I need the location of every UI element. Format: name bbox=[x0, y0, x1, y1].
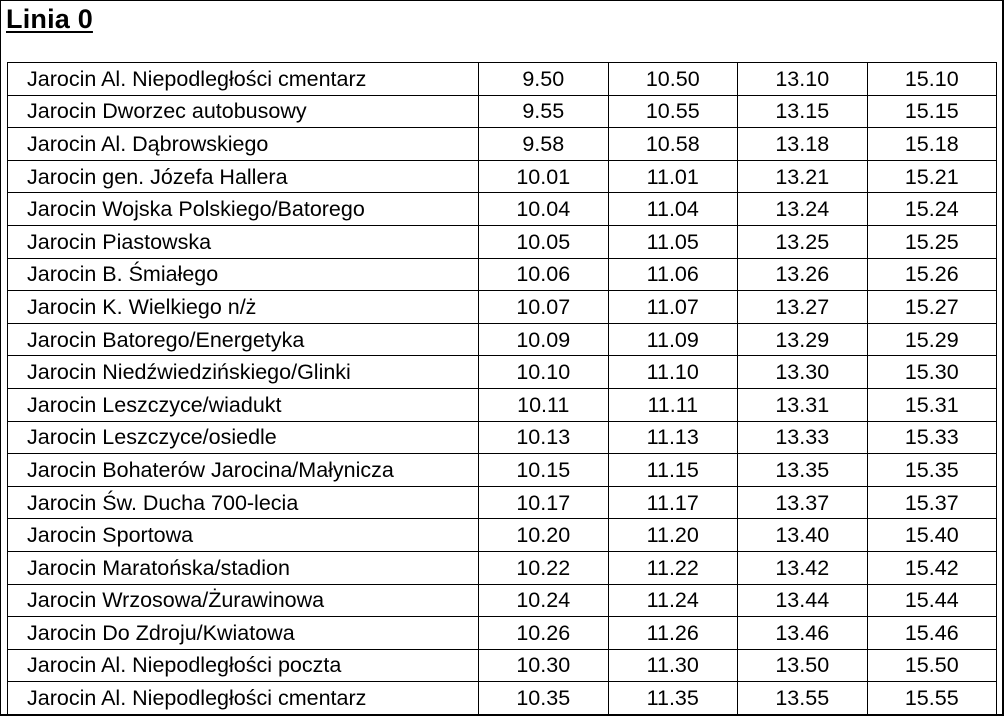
departure-time-cell: 13.27 bbox=[738, 291, 868, 324]
departure-time-cell: 11.05 bbox=[608, 225, 738, 258]
departure-time-cell: 15.31 bbox=[867, 388, 997, 421]
departure-time-cell: 10.50 bbox=[608, 63, 738, 96]
departure-time-cell: 13.44 bbox=[738, 584, 868, 617]
departure-time-cell: 15.21 bbox=[867, 160, 997, 193]
departure-time-cell: 10.06 bbox=[479, 258, 609, 291]
table-row bbox=[8, 291, 997, 324]
table-row bbox=[8, 421, 997, 454]
stop-name-cell: Jarocin Piastowska bbox=[8, 225, 479, 258]
stop-name-cell: Jarocin B. Śmiałego bbox=[8, 258, 479, 291]
departure-time-cell: 15.40 bbox=[867, 519, 997, 552]
departure-time-cell: 13.55 bbox=[738, 682, 868, 715]
departure-time-cell: 10.07 bbox=[479, 291, 609, 324]
departure-time-cell: 15.42 bbox=[867, 551, 997, 584]
departure-time-cell: 15.30 bbox=[867, 356, 997, 389]
table-row bbox=[8, 649, 997, 682]
table-row bbox=[8, 682, 997, 715]
departure-time-cell: 10.01 bbox=[479, 160, 609, 193]
departure-time-cell: 15.29 bbox=[867, 323, 997, 356]
stop-name-cell: Jarocin Bohaterów Jarocina/Małynicza bbox=[8, 454, 479, 487]
departure-time-cell: 13.42 bbox=[738, 551, 868, 584]
departure-time-cell: 10.09 bbox=[479, 323, 609, 356]
departure-time-cell: 11.13 bbox=[608, 421, 738, 454]
departure-time-cell: 15.18 bbox=[867, 128, 997, 161]
departure-time-cell: 13.21 bbox=[738, 160, 868, 193]
table-row bbox=[8, 128, 997, 161]
stop-name-cell: Jarocin Al. Dąbrowskiego bbox=[8, 128, 479, 161]
departure-time-cell: 13.50 bbox=[738, 649, 868, 682]
stop-name-cell: Jarocin Leszczyce/osiedle bbox=[8, 421, 479, 454]
departure-time-cell: 15.44 bbox=[867, 584, 997, 617]
departure-time-cell: 13.30 bbox=[738, 356, 868, 389]
departure-time-cell: 13.18 bbox=[738, 128, 868, 161]
departure-time-cell: 15.46 bbox=[867, 617, 997, 650]
departure-time-cell: 10.26 bbox=[479, 617, 609, 650]
table-row bbox=[8, 193, 997, 226]
departure-time-cell: 15.33 bbox=[867, 421, 997, 454]
timetable-body bbox=[8, 63, 997, 715]
departure-time-cell: 11.35 bbox=[608, 682, 738, 715]
departure-time-cell: 15.50 bbox=[867, 649, 997, 682]
table-row bbox=[8, 551, 997, 584]
table-row bbox=[8, 63, 997, 96]
stop-name-cell: Jarocin Św. Ducha 700-lecia bbox=[8, 486, 479, 519]
departure-time-cell: 10.13 bbox=[479, 421, 609, 454]
departure-time-cell: 13.15 bbox=[738, 95, 868, 128]
departure-time-cell: 10.30 bbox=[479, 649, 609, 682]
departure-time-cell: 11.30 bbox=[608, 649, 738, 682]
departure-time-cell: 10.55 bbox=[608, 95, 738, 128]
stop-name-cell: Jarocin Niedźwiedzińskiego/Glinki bbox=[8, 356, 479, 389]
departure-time-cell: 10.24 bbox=[479, 584, 609, 617]
table-row bbox=[8, 356, 997, 389]
departure-time-cell: 9.55 bbox=[479, 95, 609, 128]
departure-time-cell: 15.37 bbox=[867, 486, 997, 519]
table-row bbox=[8, 388, 997, 421]
table-row bbox=[8, 258, 997, 291]
table-row bbox=[8, 95, 997, 128]
table-row bbox=[8, 519, 997, 552]
table-row bbox=[8, 486, 997, 519]
departure-time-cell: 15.35 bbox=[867, 454, 997, 487]
departure-time-cell: 11.04 bbox=[608, 193, 738, 226]
stop-name-cell: Jarocin Al. Niepodległości cmentarz bbox=[8, 682, 479, 715]
stop-name-cell: Jarocin K. Wielkiego n/ż bbox=[8, 291, 479, 324]
departure-time-cell: 13.37 bbox=[738, 486, 868, 519]
departure-time-cell: 10.58 bbox=[608, 128, 738, 161]
departure-time-cell: 9.50 bbox=[479, 63, 609, 96]
departure-time-cell: 15.55 bbox=[867, 682, 997, 715]
departure-time-cell: 13.29 bbox=[738, 323, 868, 356]
stop-name-cell: Jarocin Batorego/Energetyka bbox=[8, 323, 479, 356]
table-row bbox=[8, 225, 997, 258]
departure-time-cell: 15.10 bbox=[867, 63, 997, 96]
departure-time-cell: 15.15 bbox=[867, 95, 997, 128]
departure-time-cell: 11.09 bbox=[608, 323, 738, 356]
departure-time-cell: 15.24 bbox=[867, 193, 997, 226]
departure-time-cell: 13.10 bbox=[738, 63, 868, 96]
stop-name-cell: Jarocin gen. Józefa Hallera bbox=[8, 160, 479, 193]
stop-name-cell: Jarocin Maratońska/stadion bbox=[8, 551, 479, 584]
departure-time-cell: 13.33 bbox=[738, 421, 868, 454]
departure-time-cell: 13.46 bbox=[738, 617, 868, 650]
departure-time-cell: 11.24 bbox=[608, 584, 738, 617]
departure-time-cell: 11.11 bbox=[608, 388, 738, 421]
departure-time-cell: 10.15 bbox=[479, 454, 609, 487]
departure-time-cell: 11.15 bbox=[608, 454, 738, 487]
departure-time-cell: 13.35 bbox=[738, 454, 868, 487]
departure-time-cell: 15.26 bbox=[867, 258, 997, 291]
departure-time-cell: 10.22 bbox=[479, 551, 609, 584]
departure-time-cell: 13.24 bbox=[738, 193, 868, 226]
departure-time-cell: 10.35 bbox=[479, 682, 609, 715]
timetable bbox=[7, 62, 997, 715]
departure-time-cell: 11.26 bbox=[608, 617, 738, 650]
departure-time-cell: 13.26 bbox=[738, 258, 868, 291]
departure-time-cell: 11.06 bbox=[608, 258, 738, 291]
stop-name-cell: Jarocin Sportowa bbox=[8, 519, 479, 552]
departure-time-cell: 15.27 bbox=[867, 291, 997, 324]
departure-time-cell: 11.22 bbox=[608, 551, 738, 584]
departure-time-cell: 11.10 bbox=[608, 356, 738, 389]
departure-time-cell: 10.05 bbox=[479, 225, 609, 258]
table-row bbox=[8, 584, 997, 617]
table-row bbox=[8, 323, 997, 356]
stop-name-cell: Jarocin Al. Niepodległości cmentarz bbox=[8, 63, 479, 96]
departure-time-cell: 10.04 bbox=[479, 193, 609, 226]
departure-time-cell: 10.10 bbox=[479, 356, 609, 389]
stop-name-cell: Jarocin Wrzosowa/Żurawinowa bbox=[8, 584, 479, 617]
departure-time-cell: 10.11 bbox=[479, 388, 609, 421]
departure-time-cell: 11.07 bbox=[608, 291, 738, 324]
departure-time-cell: 15.25 bbox=[867, 225, 997, 258]
departure-time-cell: 13.40 bbox=[738, 519, 868, 552]
stop-name-cell: Jarocin Wojska Polskiego/Batorego bbox=[8, 193, 479, 226]
table-row bbox=[8, 160, 997, 193]
departure-time-cell: 10.20 bbox=[479, 519, 609, 552]
departure-time-cell: 11.01 bbox=[608, 160, 738, 193]
stop-name-cell: Jarocin Al. Niepodległości poczta bbox=[8, 649, 479, 682]
departure-time-cell: 13.25 bbox=[738, 225, 868, 258]
departure-time-cell: 10.17 bbox=[479, 486, 609, 519]
table-row bbox=[8, 617, 997, 650]
stop-name-cell: Jarocin Leszczyce/wiadukt bbox=[8, 388, 479, 421]
stop-name-cell: Jarocin Do Zdroju/Kwiatowa bbox=[8, 617, 479, 650]
departure-time-cell: 11.20 bbox=[608, 519, 738, 552]
departure-time-cell: 9.58 bbox=[479, 128, 609, 161]
page-title: Linia 0 bbox=[6, 4, 93, 34]
departure-time-cell: 13.31 bbox=[738, 388, 868, 421]
stop-name-cell: Jarocin Dworzec autobusowy bbox=[8, 95, 479, 128]
table-row bbox=[8, 454, 997, 487]
departure-time-cell: 11.17 bbox=[608, 486, 738, 519]
